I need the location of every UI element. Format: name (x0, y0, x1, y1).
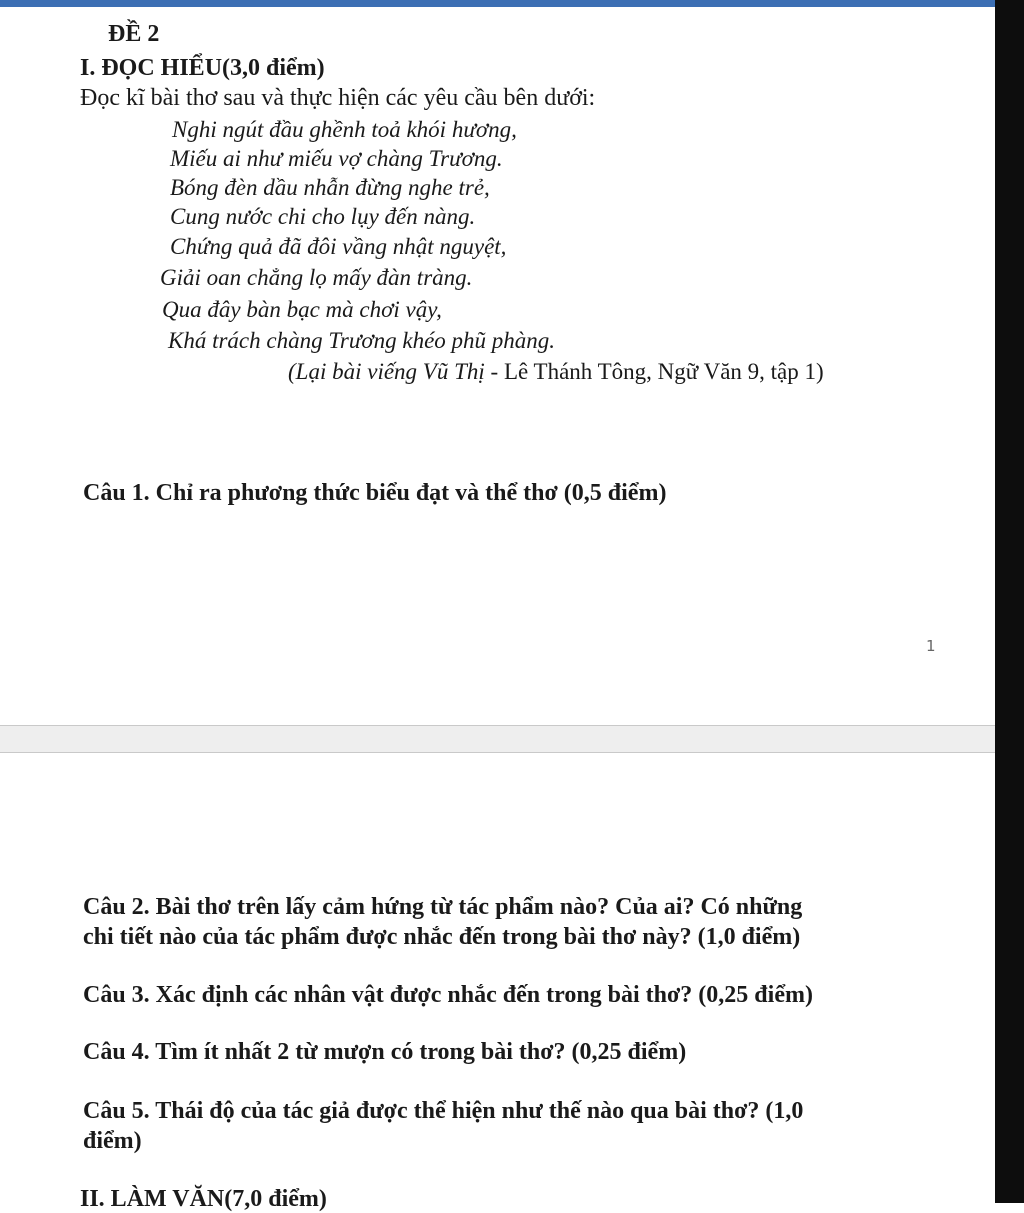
page-number: 1 (926, 637, 936, 655)
question-1: Câu 1. Chỉ ra phương thức biểu đạt và thể thơ (0,5 điểm) (83, 480, 667, 506)
section2-heading: II. LÀM VĂN(7,0 điểm) (80, 1186, 327, 1212)
poem-line-3: Bóng đèn dầu nhẫn đừng nghe trẻ, (170, 175, 490, 200)
instruction-text: Đọc kĩ bài thơ sau và thực hiện các yêu cầu bên dưới: (80, 85, 596, 111)
window-right-edge (995, 0, 1024, 1203)
poem-line-8: Khá trách chàng Trương khéo phũ phàng. (168, 328, 556, 353)
document-page-1 (0, 7, 995, 725)
citation-title: (Lại bài viếng Vũ Thị (288, 359, 485, 384)
citation-source: - Lê Thánh Tông, Ngữ Văn 9, tập 1) (484, 359, 824, 384)
document-page-2 (0, 753, 995, 1212)
section1-heading: I. ĐỌC HIỂU(3,0 điểm) (80, 55, 325, 81)
question-2-line-2: chi tiết nào của tác phẩm được nhắc đến trong bài thơ này? (1,0 điểm) (83, 924, 801, 950)
question-5-line-2: điểm) (83, 1128, 142, 1154)
poem-citation (288, 359, 824, 385)
poem-line-1: Nghi ngút đầu ghềnh toả khói hương, (172, 117, 517, 142)
poem-line-6: Giải oan chẳng lọ mấy đàn tràng. (160, 265, 473, 290)
poem-line-2: Miếu ai như miếu vợ chàng Trương. (170, 146, 503, 171)
poem-line-5: Chứng quả đã đôi vầng nhật nguyệt, (170, 234, 507, 259)
question-2-line-1: Câu 2. Bài thơ trên lấy cảm hứng từ tác phẩm nào? Của ai? Có những (83, 894, 803, 920)
question-5-line-1: Câu 5. Thái độ của tác giả được thể hiện như thế nào qua bài thơ? (1,0 (83, 1098, 804, 1124)
question-3: Câu 3. Xác định các nhân vật được nhắc đến trong bài thơ? (0,25 điểm) (83, 982, 813, 1008)
question-4: Câu 4. Tìm ít nhất 2 từ mượn có trong bài thơ? (0,25 điểm) (83, 1039, 687, 1065)
window-top-bar (0, 0, 995, 7)
exam-title: ĐỀ 2 (108, 21, 160, 47)
poem-line-4: Cung nước chi cho lụy đến nàng. (170, 204, 476, 229)
poem-line-7: Qua đây bàn bạc mà chơi vậy, (162, 297, 442, 322)
page-break (0, 725, 995, 753)
